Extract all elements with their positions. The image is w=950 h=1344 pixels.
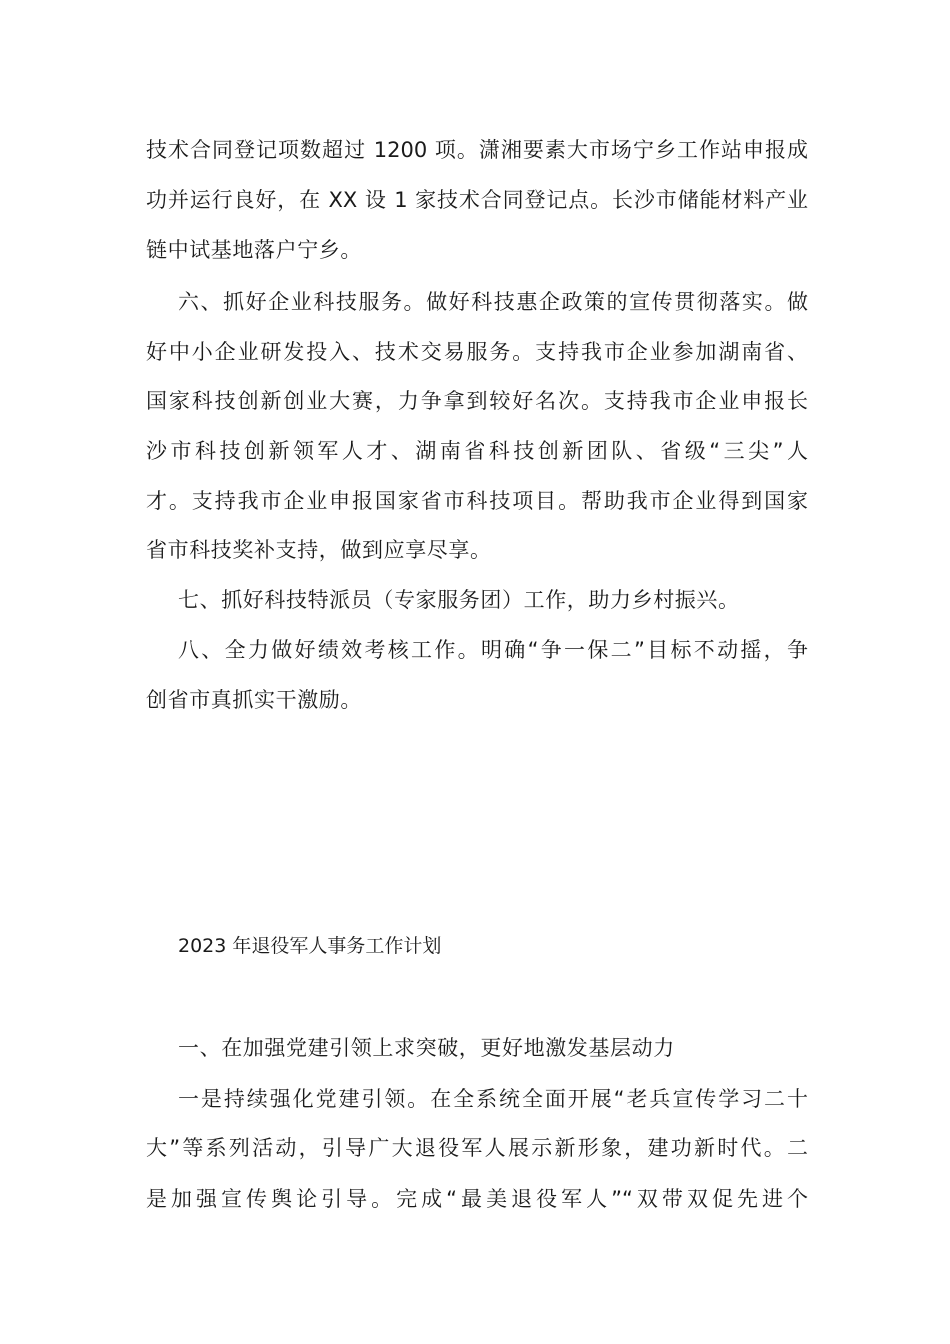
paragraph-line: 创省市真抓实干激励。	[146, 688, 362, 712]
paragraph-line: 八、全力做好绩效考核工作。明确“争一保二”目标不动摇，争	[178, 638, 808, 662]
paragraph-line: 国家科技创新创业大赛，力争拿到较好名次。支持我市企业申报长	[146, 389, 808, 413]
paragraph-line: 沙市科技创新领军人才、湖南省科技创新团队、省级“三尖”人	[146, 439, 808, 463]
section-heading: 一、在加强党建引领上求突破，更好地激发基层动力	[178, 1036, 675, 1060]
document-title: 2023 年退役军人事务工作计划	[178, 935, 442, 957]
paragraph-line: 省市科技奖补支持，做到应享尽享。	[146, 538, 492, 562]
paragraph-line: 链中试基地落户宁乡。	[146, 238, 362, 262]
paragraph-line: 六、抓好企业科技服务。做好科技惠企政策的宣传贯彻落实。做	[178, 290, 808, 314]
paragraph-line: 是加强宣传舆论引导。完成“最美退役军人”“双带双促先进个	[146, 1187, 808, 1211]
paragraph-line: 好中小企业研发投入、技术交易服务。支持我市企业参加湖南省、	[146, 340, 808, 364]
paragraph-line: 功并运行良好，在 XX 设 1 家技术合同登记点。长沙市储能材料产业	[146, 188, 808, 212]
paragraph-line: 大”等系列活动，引导广大退役军人展示新形象，建功新时代。二	[146, 1136, 808, 1160]
paragraph-line: 技术合同登记项数超过 1200 项。潇湘要素大市场宁乡工作站申报成	[146, 138, 808, 162]
paragraph-line: 一是持续强化党建引领。在全系统全面开展“老兵宣传学习二十	[178, 1087, 808, 1111]
paragraph-line: 七、抓好科技特派员（专家服务团）工作，助力乡村振兴。	[178, 588, 740, 612]
paragraph-line: 才。支持我市企业申报国家省市科技项目。帮助我市企业得到国家	[146, 489, 808, 513]
